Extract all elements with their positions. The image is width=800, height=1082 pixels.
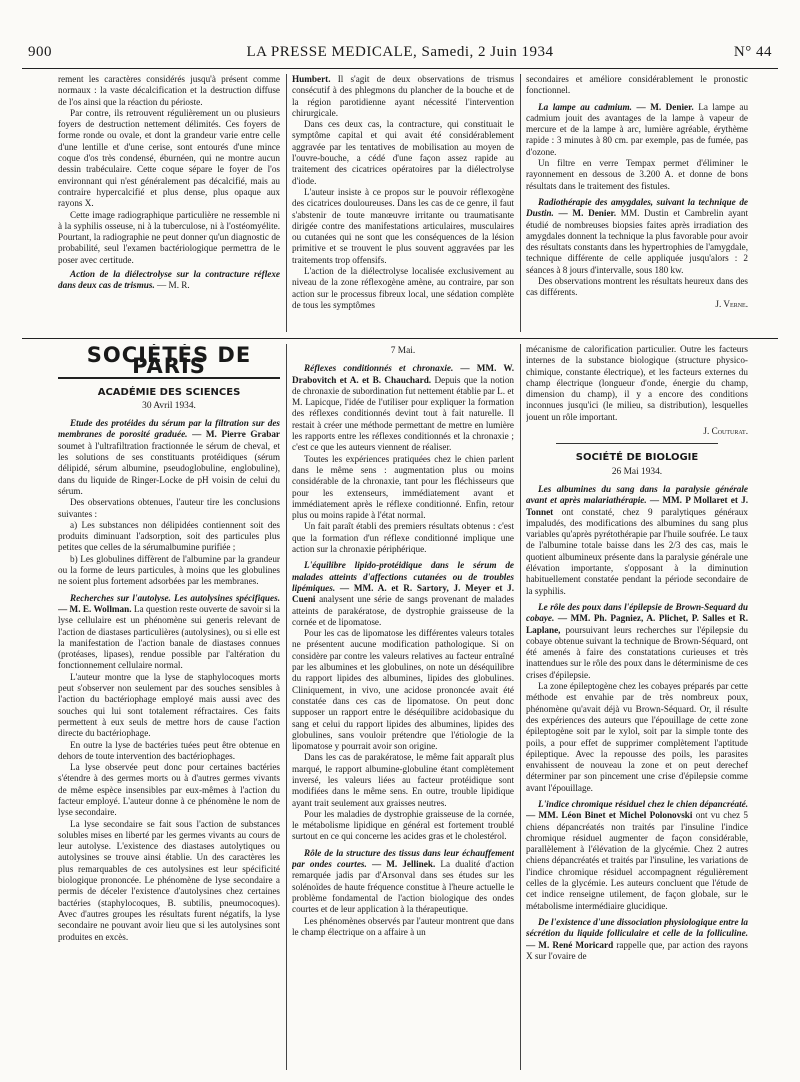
article-author: — M. Jellinek. bbox=[371, 859, 436, 870]
article-author: — MM. Léon Binet et Michel Polonovski bbox=[526, 810, 693, 821]
article-heading bbox=[292, 560, 514, 628]
header-rule bbox=[22, 68, 778, 69]
article-author: — M. E. Wollman. bbox=[58, 603, 132, 614]
top-column-2 bbox=[292, 74, 514, 332]
paragraph-text: poursuivant leurs recherches sur l'épilepsie du cobaye obtenue suivant la technique de Brown-Séquard, ont été amenés à faire des constatations curieuses et très inattendues sur le rôle des poux dans le déterminisme de ces crises d'épilepsie. bbox=[526, 624, 748, 680]
article-heading bbox=[526, 602, 748, 681]
paragraph: rement les caractères considérés jusqu'à présent comme normaux : la vaste décalcification et la destruction diffuse de l'os ainsi que la réaction du périoste. bbox=[58, 74, 280, 107]
session-date: 30 Avril 1934. bbox=[142, 400, 196, 411]
list-item: b) Les globulines diffèrent de l'albumine par la grandeur ou la forme de leurs particules, à moins que les globulines ne soient plus fortement adsorbées par les membranes. bbox=[58, 553, 280, 587]
bottom-column-2 bbox=[292, 344, 514, 1070]
paragraph: La lyse observée peut donc pour certaines bactéries s'étendre à des germes morts ou à d'autres germes vivants de même espèce insensibles par eux-mêmes à l'action du facteur employé. L'auteur donne à ce phénomène le nom de lyse secondaire. bbox=[58, 762, 280, 818]
signature: J. Verne. bbox=[715, 298, 748, 309]
article-heading bbox=[292, 848, 514, 916]
bottom-column-3 bbox=[526, 344, 748, 1070]
paragraph: L'auteur insiste à ce propos sur le pouvoir réflexogène des cicatrices douloureuses. Dans les cas de ce genre, il faut s'abstenir de toute manœuvre irritante ou traumatisante dirigée contre des manifestations articulaires, musculaires ou cutanées qui ne sont que les conséquences de la lésion primitive et se trouvent le plus souvent aggravées par les traitements trop offensifs. bbox=[292, 186, 514, 265]
paragraph: Dans les cas de parakératose, le même fait apparaît plus marqué, le rapport albumine-globuline étant complètement inversé, les valeurs liées au facteur protéidique sont modifiées dans le même sens. En outre, trouble lipidique ayant trait seulement aux graisses neutres. bbox=[292, 752, 514, 808]
paragraph-text: Il s'agit de deux observations de trismus consécutif à des phlegmons du plancher de la bouche et de la région parotidienne ayant nécessité l'intervention chirurgicale. bbox=[292, 74, 514, 118]
signature: J. Couturat. bbox=[703, 426, 748, 437]
article-author: — M. Denier. bbox=[558, 208, 617, 219]
article-heading bbox=[526, 197, 748, 276]
article-title: Action de la diélectrolyse sur la contracture réflexe dans deux cas de trismus. bbox=[58, 269, 280, 291]
paragraph: La lyse secondaire se fait sous l'action de substances solubles mises en liberté par les germes vivants au cours de leur autolyse. L'existence des diastases autolytiques ou autolysines se trouve ainsi établie. Un des caractères les plus remarquables de ces autolysines est leur spécificité biologique prononcée. Le phénomène de lyse secondaire a permis de déceler l'existence d'autolysines chez certaines bactéries (staphylocoques, B. subtilis, pneumocoques). Avec d'autres groupes les résultats furent négatifs, la lyse secondaire ne pouvant avoir lieu que si les autolysines sont produites en excès. bbox=[58, 818, 280, 942]
bottom-column-1 bbox=[58, 344, 280, 1070]
paragraph: Les phénomènes observés par l'auteur montrent que dans le champ électrique on a affaire à un bbox=[292, 915, 514, 937]
article-title: De l'existence d'une dissociation physiologique entre la sécrétion du liquide folliculaire et celle de la folliculine. bbox=[526, 916, 748, 939]
article-author: — M. Denier. bbox=[636, 101, 694, 112]
article-author: — MM. Ph. Pagniez, A. Plichet, P. Salles et R. Laplane, bbox=[526, 613, 748, 635]
article-author: Humbert. bbox=[292, 74, 331, 84]
society-heading: ACADÉMIE DES SCIENCES bbox=[97, 386, 241, 398]
column-divider bbox=[286, 344, 287, 1070]
column-divider bbox=[286, 74, 287, 332]
paragraph: mécanisme de calorification particulier. Outre les facteurs internes de la substance biologique (structure physico-chimique, constante électrique), et les facteurs externes du champ électrique (longueur d'onde, énergie du champ, dimension du champ), il y a encore des conditions inconnues jusqu'ici (le milieu, sa distribution), lesquelles jouent un rôle important. bbox=[526, 344, 748, 422]
paragraph: Par contre, ils retrouvent régulièrement un ou plusieurs foyers de destruction nettement délimités. Ces foyers de forme ronde ou ovale, et dont la grandeur varie entre celle d'une lentille et d'une cerise, sont entourés d'une mince coque d'os très condensé, éburnéen, qui ne montre aucun dessin trabéculaire. Cette coque sépare le foyer de l'os environnant qui n'est généralement pas décalcifié, mais au contraire hypercalcifié et plus dense, plus opaque aux rayons X. bbox=[58, 107, 280, 209]
article-heading bbox=[58, 269, 280, 292]
paragraph: En outre la lyse de bactéries tuées peut être obtenue en dehors de toute intervention des bactériophages. bbox=[58, 739, 280, 761]
paragraph: secondaires et améliore considérablement le pronostic fonctionnel. bbox=[526, 74, 748, 96]
article-title: Réflexes conditionnés et chronaxie. bbox=[304, 363, 454, 374]
society-heading: SOCIÉTÉ DE BIOLOGIE bbox=[575, 452, 699, 464]
article-heading bbox=[526, 917, 748, 962]
paragraph: Des observations montrent les résultats heureux dans des cas différents. bbox=[526, 276, 748, 298]
paragraph: Pour les cas de lipomatose les différentes valeurs totales ne présentent aucune modification pathologique. Si on considère par contre les valeurs relatives au facteur entraîné par les albumines et les globulines, on note un déséquilibre du rapport lipides des albumines, lipides des globulines. Cliniquement, in vivo, une acidose prononcée avait été constatée dans ces cas de lipomatose. On peut donc supposer un rapport entre le déséquilibre acidobasique du sang et celui du rapport lipides des albumines, lipides des globulines, sans vouloir prétendre que l'étiologie de la lipomatose y pourrait avoir son origine. bbox=[292, 628, 514, 752]
section-rule bbox=[556, 443, 718, 444]
article-title: L'indice chromique résiduel chez le chien dépancréaté. bbox=[538, 798, 748, 809]
article-heading bbox=[58, 593, 280, 672]
journal-title: LA PRESSE MEDICALE, Samedi, 2 Juin 1934 bbox=[246, 44, 554, 60]
paragraph: Dans ces deux cas, la contracture, qui constituait le symptôme capital et qui avait été considérablement aggravée par les tentatives de mobilisation au moyen de l'ouvre-bouche, a cédé d'une façon assez rapide au traitement des cicatrices opératoires par la diélectrolyse d'iode. bbox=[292, 119, 514, 186]
column-divider bbox=[520, 74, 521, 332]
article-title: Radiothérapie des amygdales, suivant la technique de Dustin. bbox=[526, 196, 748, 219]
paragraph: L'action de la diélectrolyse localisée exclusivement au niveau de la zone réflexogène amène, au contraire, par son action sur le processus fibreux local, une sédation complète de tous les symptômes bbox=[292, 266, 514, 310]
paragraph-text: La lampe au cadmium jouit des avantages de la lampe à vapeur de mercure et de la lampe à arc, lumière agréable, érythème rapide : 3 minutes à 80 cm. par exemple, pas de fumée, pas d'ozone. bbox=[526, 101, 748, 157]
article-heading bbox=[526, 102, 748, 158]
session-date: 7 Mai. bbox=[390, 346, 416, 356]
paragraph: Pour les maladies de dystrophie graisseuse de la cornée, le métabolisme lipidique en général est fortement troublé surtout en ce qui concerne les acides gras et le cholestérol. bbox=[292, 808, 514, 842]
paragraph-text: Depuis que la notion de chronaxie de subordination fut nettement établie par L. et M. Lapicque, l'idée de l'utiliser pour expliquer la formation des réflexes conditionnés devint tout à fait naturelle. Il restait à créer une méthode permettant de mettre en lumière les rapports entre les réflexes conditionnés et la chronaxie ; c'est ce que les auteurs viennent de réaliser. bbox=[292, 374, 514, 453]
section-title: SOCIÉTÉS DE PARIS bbox=[86, 344, 252, 379]
article-author: — MM. P Mollaret et J. Tonnet bbox=[526, 495, 748, 517]
paragraph-text: La dualité d'action remarquée jadis par d'Arsonval dans ses études sur les solénoïdes de haute fréquence constitue à l'heure actuelle le problème fondamental de l'action biologique des ondes courtes et de leur application à la thérapeutique. bbox=[292, 859, 514, 915]
article-author: — M. Pierre Grabar bbox=[192, 429, 280, 440]
paragraph-text: soumet à l'ultrafiltration fractionnée le sérum de cheval, et les solutions de ses constituants protéidiques (sérum délipidé, sérum albumine, pseudoglobuline, englobuline), dans du liquide de Ringer-Locke de pH voisin de celui du sérum. bbox=[58, 440, 280, 496]
session-date: 26 Mai 1934. bbox=[611, 466, 663, 477]
section-rule bbox=[22, 338, 778, 339]
article-title: La lampe au cadmium. bbox=[538, 101, 632, 112]
article-title: Recherches sur l'autolyse. Les autolysines spécifiques. bbox=[70, 592, 280, 603]
article-heading bbox=[292, 363, 514, 453]
article-author: — M. R. bbox=[157, 280, 190, 291]
paragraph-text: rappelle que, par action des rayons X sur l'ovaire de bbox=[526, 939, 748, 961]
article-heading bbox=[526, 484, 748, 597]
paragraph-text: ont constaté, chez 9 paralytiques généraux impaludés, des modifications des albumines du sang plus variables qu'après pyrétothérapie par l'huile soufrée. Le taux de l'albumine totale baisse dans les 2/3 des cas, mais le quotient albumineux présente dans la paralysie générale une élévation importante, s'opposant à la diminution habituellement constatée pendant la période secondaire de la syphilis. bbox=[526, 506, 748, 596]
paragraph-text: La question reste ouverte de savoir si la lyse cellulaire est un phénomène sui generis relevant de l'action de diastases particulières (autolysines), ou si elle est la manifestation de l'action banale de diastases connues (protéases, lipases), rendue possible par l'altération du fonctionnement cellulaire normal. bbox=[58, 603, 280, 671]
article-heading bbox=[526, 799, 748, 912]
page-number: 900 bbox=[28, 44, 52, 60]
paragraph: La zone épileptogène chez les cobayes préparés par cette méthode est envahie par de très nombreux poux, phénomène qu'avait déjà vu Brown-Séquard. Or, il résulte des expériences des auteurs que l'épouillage de cette zone épileptogène soit par le xylol, soit par la simple tonte des poils, a pour effet de supprimer complètement l'aptitude épileptique. Avec la repousse des poils, les parasites envahissent de nouveau la zone et on peut derechef déterminer par son pincement une crise d'épilepsie comme avant l'épouillage. bbox=[526, 681, 748, 793]
article-author: — MM. A. et R. Sartory, J. Meyer et J. Cueni bbox=[292, 582, 514, 605]
issue-number: N° 44 bbox=[733, 44, 772, 60]
top-column-1 bbox=[58, 74, 280, 332]
paragraph: Toutes les expériences pratiquées chez le chien parlent dans le même sens : augmentation plus ou moins considérable de la chronaxie, tant pour les fléchisseurs que pour les extenseurs, immédiatement avant et immédiatement après le réflexe conditionné. Enfin, retour plus ou moins rapide à l'état normal. bbox=[292, 453, 514, 521]
top-column-3 bbox=[526, 74, 748, 332]
page-header bbox=[22, 40, 778, 64]
article-title: Etude des protéides du sérum par la filtration sur des membranes de porosité graduée. bbox=[58, 418, 280, 440]
paragraph: Un filtre en verre Tempax permet d'éliminer le rayonnement en dessous de 3.200 A. et donne de bons résultats dans le traitement des fistules. bbox=[526, 158, 748, 191]
paragraph: Cette image radiographique particulière ne ressemble ni à la syphilis osseuse, ni à la tuberculose, ni à l'ostéomyélite. Pourtant, la radiographie ne peut donner qu'un diagnostic de probabilité, seul l'examen bactériologique permettra de le poser avec certitude. bbox=[58, 209, 280, 265]
article-heading bbox=[58, 418, 280, 497]
article-author: — MM. W. Drabovitch et A. et B. Chauchard. bbox=[292, 363, 514, 385]
paragraph-text: ont vu chez 5 chiens dépancréatés non traités par l'insuline l'indice chromique résiduel augmenter de façon considérable, parallèlement à l'élévation de la glycémie. Chez 2 autres chiens dépancréatés et traités par l'insuline, les variations de l'indice chromique résiduel accompagnent régulièrement celles de la glycémie. Les auteurs concluent que l'étude de cet indice renseigne utilement, de façon globale, sur le métabolisme intermédiaire glucidique. bbox=[526, 810, 748, 911]
paragraph: Un fait paraît établi des premiers résultats obtenus : c'est que la formation d'un réflexe conditionné implique une action sur la chronaxie périphérique. bbox=[292, 521, 514, 555]
paragraph bbox=[292, 74, 514, 119]
paragraph: L'auteur montre que la lyse de staphylocoques morts peut s'observer non seulement par des souches sensibles à l'action du bactériophage employé mais aussi avec des souches qui lui sont totalement réfractaires. Ces faits permettent à eux seuls de mettre hors de cause l'action directe du bactériophage. bbox=[58, 671, 280, 739]
article-author: — M. René Moricard bbox=[526, 939, 614, 950]
column-divider bbox=[520, 344, 521, 1070]
paragraph-text: MM. Dustin et Cambrelin ayant étudié de nombreuses biopsies faites après irradiation des amygdales donnent la technique la plus favorable pour avoir des résultats constants dans les hypertrophies de l'amygdale, technique différente de celle appliquée jusqu'alors : 2 séances à 8 jours d'intervalle, sous 180 kw. bbox=[526, 208, 748, 275]
article-title: Les albumines du sang dans la paralysie générale avant et après malariathérapie. bbox=[526, 483, 748, 506]
paragraph: Des observations obtenues, l'auteur tire les conclusions suivantes : bbox=[58, 497, 280, 519]
list-item: a) Les substances non délipidées contiennent soit des produits diminuant l'adsorption, soit des particules plus petites que celles de la sérumalbumine purifiée ; bbox=[58, 519, 280, 553]
article-title: Rôle de la structure des tissus dans leur échauffement par ondes courtes. bbox=[292, 847, 514, 870]
paragraph-text: analysent une série de sangs provenant de malades atteints de parakératose, de dystrophie graisseuse de la cornée et de lipomatose. bbox=[292, 594, 514, 627]
article-title: L'équilibre lipido-protéidique dans le sérum de malades atteints d'affections cutanées ou de troubles lipémiques. bbox=[292, 560, 514, 593]
article-title: Le rôle des poux dans l'épilepsie de Brown-Sequard du cobaye. bbox=[526, 601, 748, 624]
